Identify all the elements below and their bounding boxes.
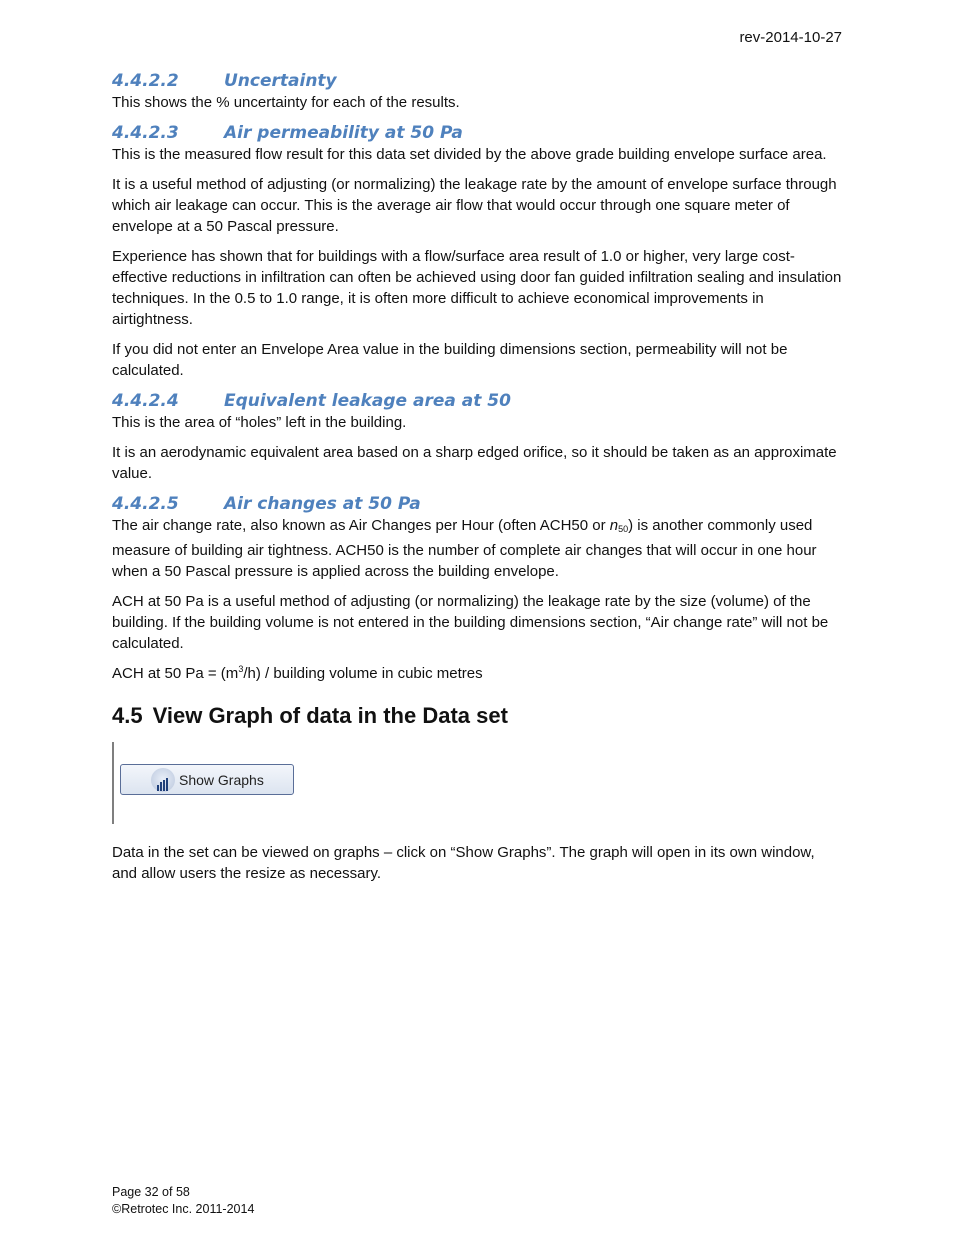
screenshot-figure [112, 742, 842, 824]
heading-air-permeability [112, 122, 842, 144]
page-content [112, 70, 842, 893]
text-run: The air change rate, also known as Air Changes per Hour (often ACH50 or [112, 517, 610, 534]
paragraph [112, 515, 842, 582]
heading-title: Uncertainty [224, 71, 337, 91]
paragraph: Data in the set can be viewed on graphs – click on “Show Graphs”. The graph will open in its own window, and allow users the resize as necessary. [112, 844, 815, 882]
superscript: 3 [238, 664, 244, 674]
copyright: ©Retrotec Inc. 2011-2014 [112, 1202, 255, 1216]
paragraph: This shows the % uncertainty for each of the results. [112, 94, 460, 111]
heading-title: View Graph of data in the Data set [152, 703, 508, 728]
heading-number: 4.4.2.2 [112, 71, 179, 91]
subscript: 50 [618, 524, 629, 534]
paragraph: ACH at 50 Pa is a useful method of adjusting (or normalizing) the leakage rate by the size (volume) of the building. If the building volume is not entered in the building dimensions section, “Air change rate” will not be calculated. [112, 593, 829, 652]
formula-paragraph [112, 663, 842, 684]
text-run: ) is another commonly used measure of building air tightness. ACH50 is the number of complete air changes that will occur in one hour when a 50 Pascal pressure is applied across the building envelope. [112, 517, 817, 580]
heading-title: Air changes at 50 Pa [224, 494, 421, 514]
heading-equivalent-leakage [112, 390, 842, 412]
text-run: ACH at 50 Pa = (m [112, 665, 239, 682]
text-run-italic: n [609, 517, 619, 534]
show-graphs-button[interactable] [120, 764, 294, 795]
heading-number: 4.5 [112, 703, 143, 728]
page-number: Page 32 of 58 [112, 1185, 190, 1199]
text-run: /h) / building volume in cubic metres [243, 665, 483, 682]
heading-number: 4.4.2.3 [112, 123, 179, 143]
heading-air-changes [112, 493, 842, 515]
paragraph: If you did not enter an Envelope Area value in the building dimensions section, permeability will not be calculated. [112, 341, 788, 379]
heading-title: Air permeability at 50 Pa [224, 123, 463, 143]
show-graphs-label: Show Graphs [179, 771, 264, 788]
heading-number: 4.4.2.5 [112, 494, 179, 514]
paragraph: This is the area of “holes” left in the building. [112, 414, 407, 431]
paragraph: It is a useful method of adjusting (or normalizing) the leakage rate by the amount of envelope surface through which air leakage can occur. This is the average air flow that would occur through one square meter of envelope at a 50 Pascal pressure. [112, 176, 837, 235]
bar-chart-icon [151, 768, 175, 792]
heading-number: 4.4.2.4 [112, 391, 179, 411]
heading-title: Equivalent leakage area at 50 [224, 391, 511, 411]
heading-uncertainty [112, 70, 842, 92]
revision-label: rev-2014-10-27 [739, 29, 842, 46]
page-footer [112, 1184, 254, 1218]
paragraph: It is an aerodynamic equivalent area based on a sharp edged orifice, so it should be taken as an approximate value. [112, 444, 837, 482]
paragraph: This is the measured flow result for this data set divided by the above grade building envelope surface area. [112, 146, 827, 163]
section-heading [112, 702, 842, 730]
paragraph: Experience has shown that for buildings with a flow/surface area result of 1.0 or higher, very large cost-effective reductions in infiltration can often be achieved using door fan guided infiltration sealing and insulation techniques. In the 0.5 to 1.0 range, it is often more difficult to achieve economical improvements in airtightness. [112, 248, 842, 328]
